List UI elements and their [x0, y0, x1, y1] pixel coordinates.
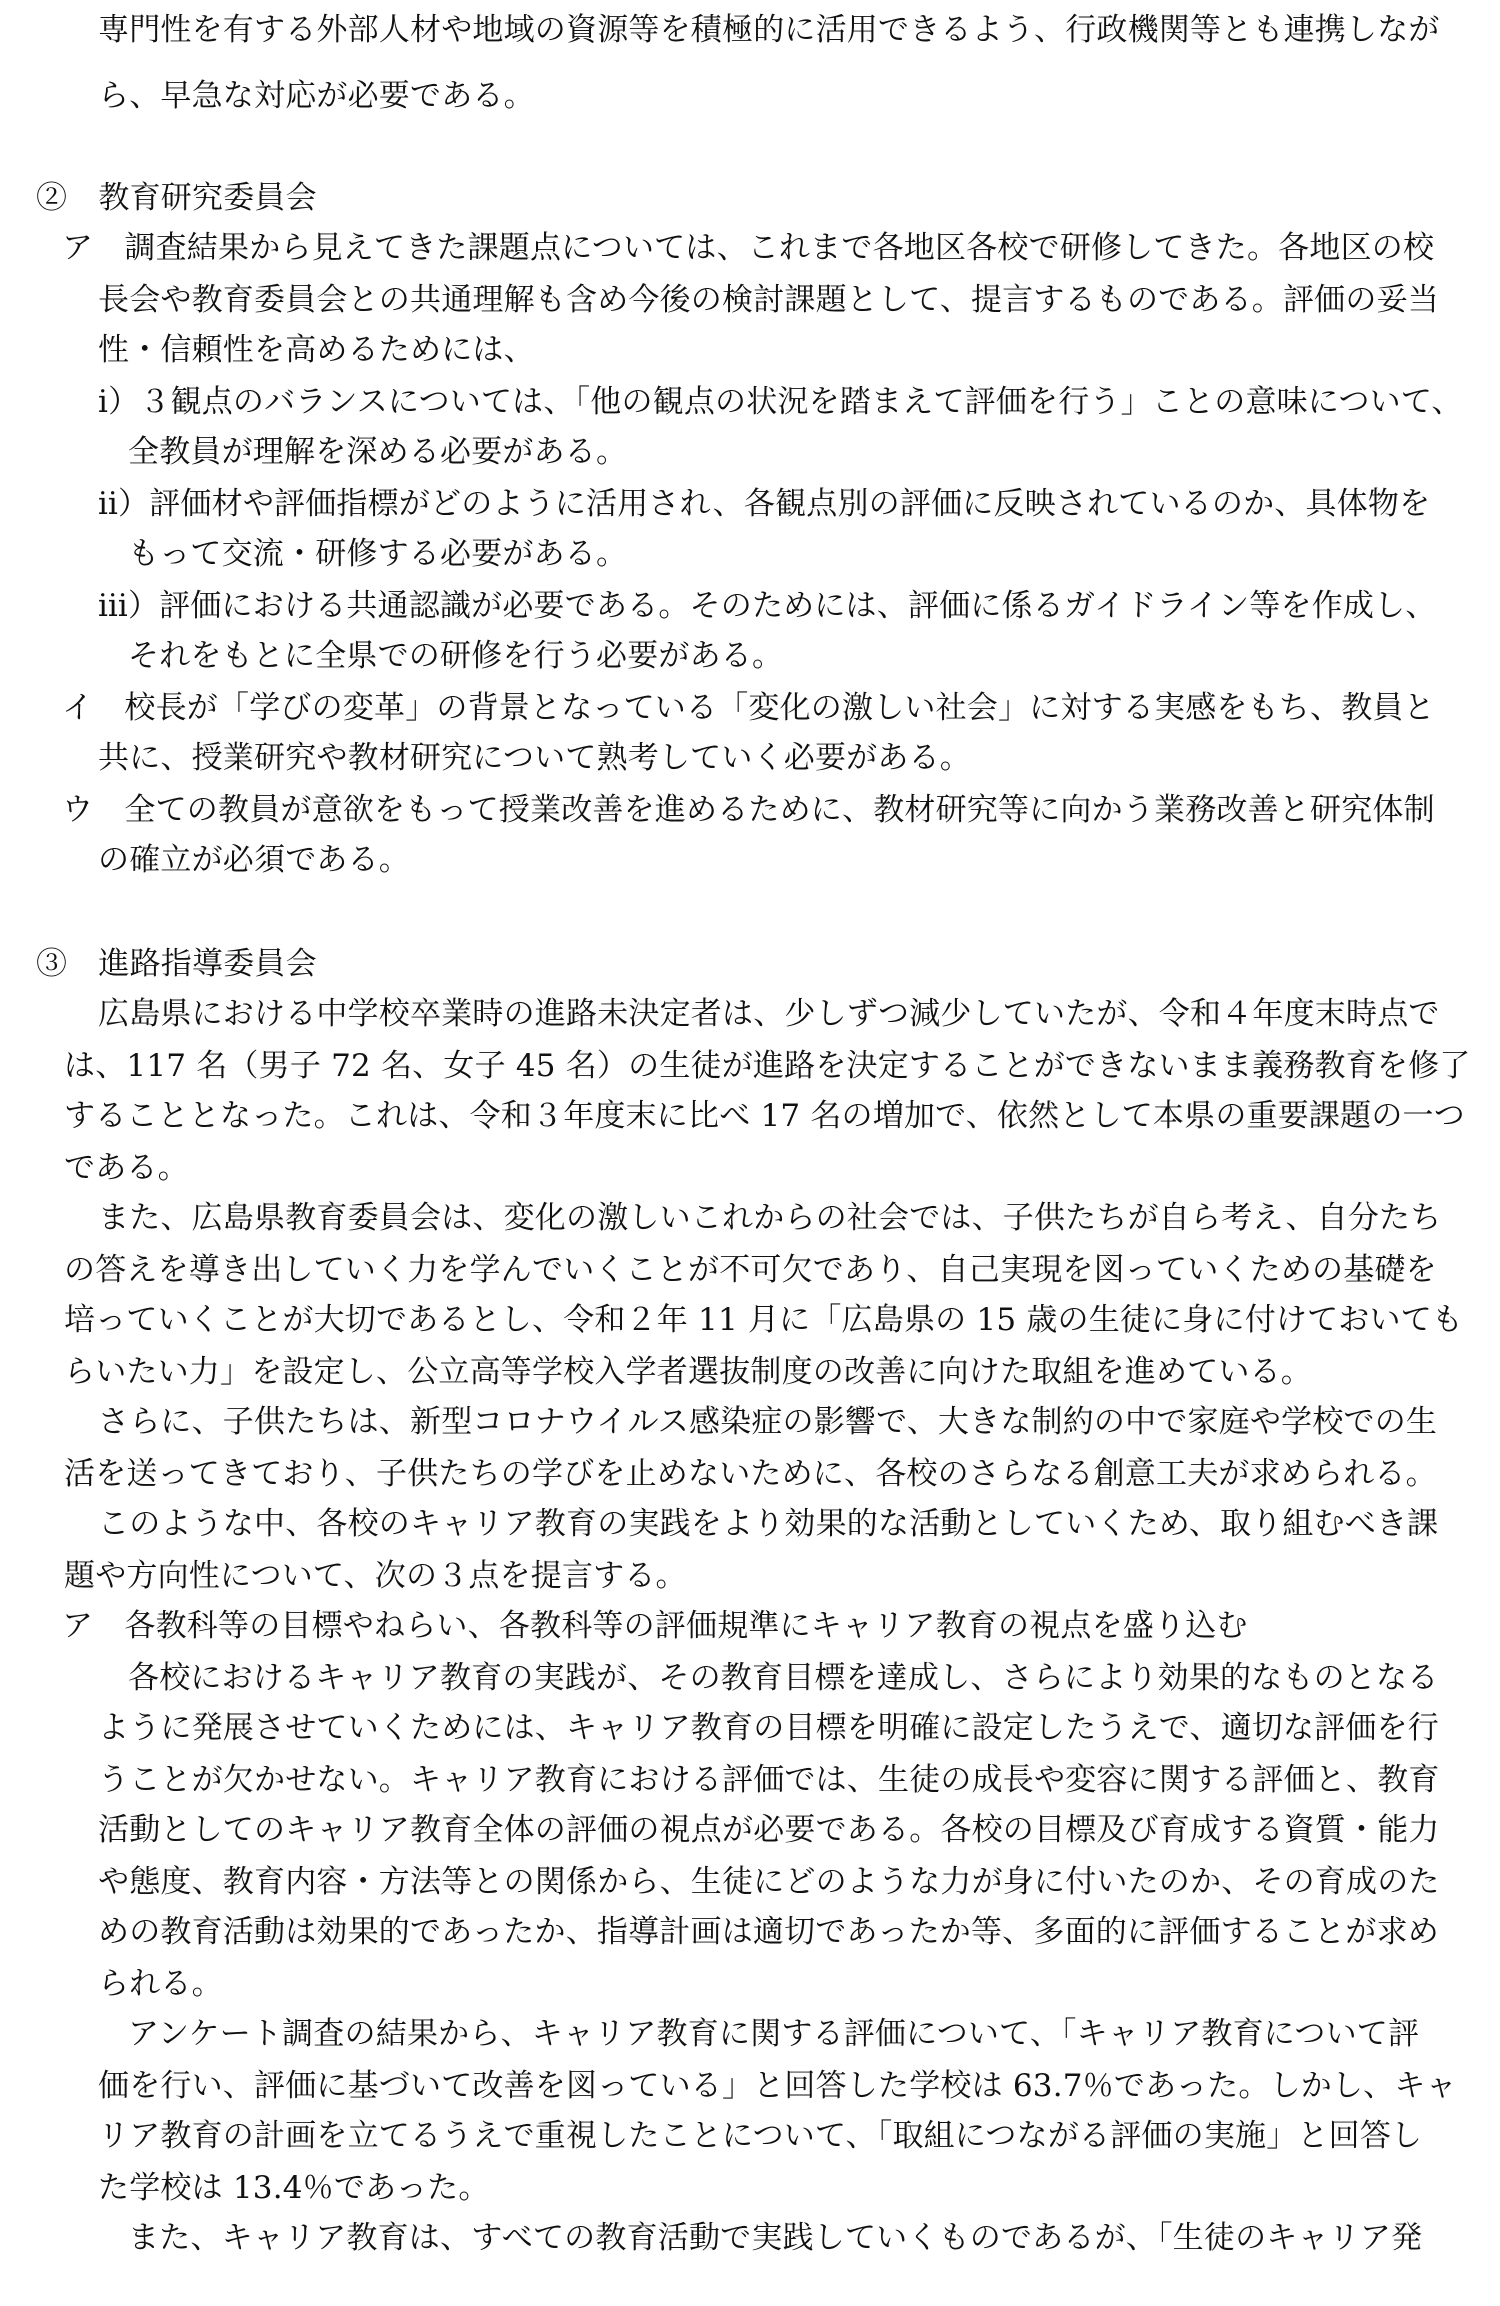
text-line: 活を送ってきており、子供たちの学びを止めないために、各校のさらなる創意工夫が求められる。: [64, 1456, 1437, 1492]
text-line: の確立が必須である。: [98, 842, 410, 878]
text-line: られる。: [98, 1966, 223, 2002]
text-line: ように発展させていくためには、キャリア教育の目標を明確に設定したうえで、適切な評価を行: [98, 1710, 1439, 1746]
text-line: らいたい力」を設定し、公立高等学校入学者選抜制度の改善に向けた取組を進めている。: [64, 1354, 1312, 1390]
text-line: は、117 名（男子 72 名、女子 45 名）の生徒が進路を決定することができないまま義務教育を修了: [64, 1048, 1471, 1084]
text-line: ら、早急な対応が必要である。: [98, 78, 535, 114]
text-line: また、広島県教育委員会は、変化の激しいこれからの社会では、子供たちが自ら考え、自分たち: [98, 1200, 1442, 1236]
text-line: アンケート調査の結果から、キャリア教育に関する評価について、「キャリア教育について評: [128, 2016, 1420, 2052]
text-line: 価を行い、評価に基づいて改善を図っている」と回答した学校は 63.7％であった。しかし、キャ: [98, 2068, 1457, 2104]
list-item: イ 校長が「学びの変革」の背景となっている「変化の激しい社会」に対する実感をもち、教員と: [62, 690, 1435, 726]
text-line: リア教育の計画を立てるうえで重視したことについて、「取組につながる評価の実施」と回答し: [98, 2118, 1423, 2154]
text-line: の答えを導き出していく力を学んでいくことが不可欠であり、自己実現を図っていくための基礎を: [64, 1252, 1437, 1288]
text-line: このような中、各校のキャリア教育の実践をより効果的な活動としていくため、取り組むべき課: [98, 1506, 1439, 1542]
text-line: 題や方向性について、次の３点を提言する。: [64, 1558, 687, 1594]
text-line: 共に、授業研究や教材研究について熟考していく必要がある。: [98, 740, 971, 776]
text-line: 活動としてのキャリア教育全体の評価の視点が必要である。各校の目標及び育成する資質・能力: [98, 1812, 1440, 1848]
section-heading: ② 教育研究委員会: [36, 180, 317, 216]
section-heading: ③ 進路指導委員会: [36, 946, 317, 982]
text-line: さらに、子供たちは、新型コロナウイルス感染症の影響で、大きな制約の中で家庭や学校での生: [98, 1404, 1438, 1440]
text-line: それをもとに全県での研修を行う必要がある。: [128, 638, 784, 674]
list-item: ア 各教科等の目標やねらい、各教科等の評価規準にキャリア教育の視点を盛り込む: [62, 1608, 1248, 1644]
text-line: もって交流・研修する必要がある。: [128, 536, 628, 572]
sub-list-item: ⅰ）３観点のバランスについては、「他の観点の状況を踏まえて評価を行う」ことの意味について、: [98, 384, 1463, 420]
list-item: ア 調査結果から見えてきた課題点については、これまで各地区各校で研修してきた。各地区の校: [62, 230, 1435, 266]
text-line: また、キャリア教育は、すべての教育活動で実践していくものであるが、「生徒のキャリア発: [128, 2220, 1423, 2256]
text-line: た学校は 13.4％であった。: [98, 2170, 490, 2206]
text-line: 培っていくことが大切であるとし、令和２年 11 月に「広島県の 15 歳の生徒に身に付けておいても: [64, 1302, 1464, 1338]
text-line: 長会や教育委員会との共通理解も含め今後の検討課題として、提言するものである。評価の妥当: [98, 282, 1439, 318]
text-line: である。: [64, 1150, 189, 1186]
text-line: 専門性を有する外部人材や地域の資源等を積極的に活用できるよう、行政機関等とも連携しなが: [98, 12, 1440, 48]
text-line: 広島県における中学校卒業時の進路未決定者は、少しずつ減少していたが、令和４年度末時点で: [98, 996, 1440, 1032]
text-line: うことが欠かせない。キャリア教育における評価では、生徒の成長や変容に関する評価と、教育: [98, 1762, 1440, 1798]
text-line: 各校におけるキャリア教育の実践が、その教育目標を達成し、さらにより効果的なものとなる: [128, 1660, 1439, 1696]
text-line: することとなった。これは、令和３年度末に比べ 17 名の増加で、依然として本県の重要課題の一つ: [64, 1098, 1465, 1134]
text-line: 性・信頼性を高めるためには、: [98, 332, 535, 368]
sub-list-item: ⅲ）評価における共通認識が必要である。そのためには、評価に係るガイドライン等を作成し、: [98, 588, 1437, 624]
text-line: 全教員が理解を深める必要がある。: [128, 434, 628, 470]
text-line: めの教育活動は効果的であったか、指導計画は適切であったか等、多面的に評価することが求め: [98, 1914, 1439, 1950]
sub-list-item: ⅱ）評価材や評価指標がどのように活用され、各観点別の評価に反映されているのか、具体物を: [98, 486, 1431, 522]
text-line: や態度、教育内容・方法等との関係から、生徒にどのような力が身に付いたのか、その育成のた: [98, 1864, 1440, 1900]
list-item: ウ 全ての教員が意欲をもって授業改善を進めるために、教材研究等に向かう業務改善と研究体制: [62, 792, 1435, 828]
